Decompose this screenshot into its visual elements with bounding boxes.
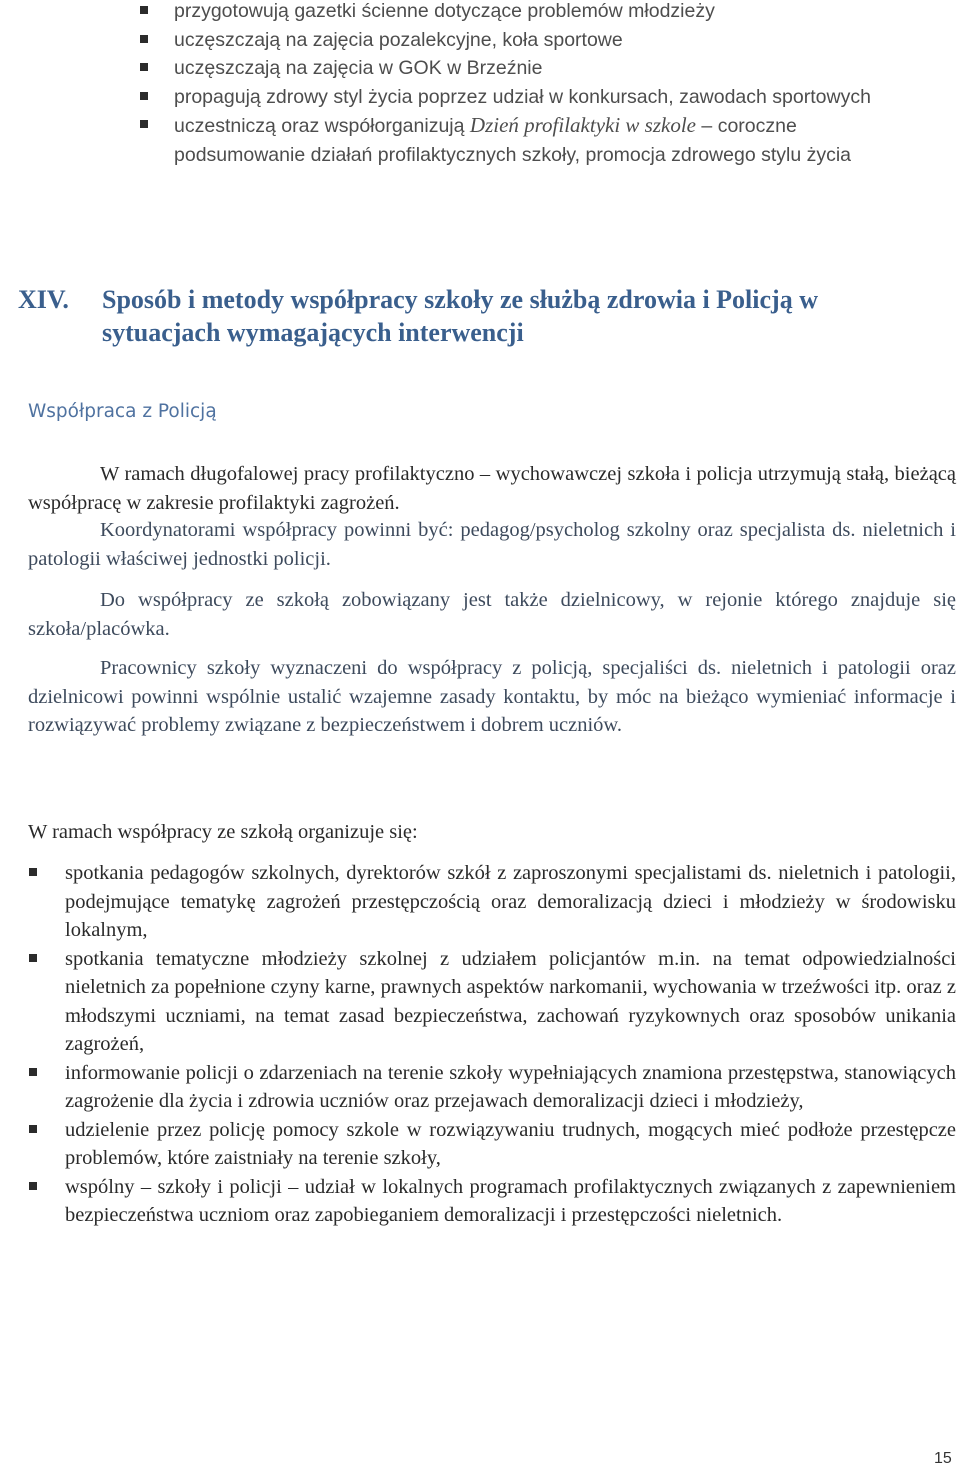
list-item (28, 1059, 956, 1116)
list-item (140, 26, 930, 55)
paragraph (28, 654, 956, 740)
list-item-text: spotkania pedagogów szkolnych, dyrektorów szkół z zaproszonymi specjalistami ds. nieletnich i patologii, podejmujące tematykę zagrożeń przestępczością oraz demoralizacją dzieci i młodzieży w środowisku lokalnym, (65, 862, 956, 941)
list-item (140, 111, 930, 169)
list-item (140, 83, 930, 112)
paragraph-text: W ramach długofalowej pracy profilaktyczno – wychowawczej szkoła i policja utrzymują stałą, bieżącą współpracę w zakresie profilaktyki zagrożeń. (28, 463, 956, 514)
subheading: Współpraca z Policją (28, 401, 217, 422)
list-item-text: spotkania tematyczne młodzieży szkolnej z udziałem policjantów m.in. na temat odpowiedzialności nieletnich za popełnione czyny karne, prawnych aspektów narkomanii, wychowania w trzeźwości itp. oraz z młodszymi uczniami, na temat zasad bezpieczeństwa, zachowań ryzykownych oraz sposobów unikania zagrożeń, (65, 947, 956, 1055)
list-item (28, 1116, 956, 1173)
square-bullet-icon (140, 120, 148, 128)
paragraph (28, 586, 956, 643)
list-item-text: uczęszczają na zajęcia w GOK w Brzeźnie (174, 57, 543, 79)
list-item (140, 0, 930, 26)
section-number: XIV. (18, 285, 69, 314)
square-bullet-icon (29, 954, 37, 962)
list-item-text: propagują zdrowy styl życia poprzez udział w konkursach, zawodach sportowych (174, 85, 871, 108)
paragraph (28, 516, 956, 573)
square-bullet-icon (29, 1068, 37, 1076)
list-item-text: wspólny – szkoły i policji – udział w lokalnych programach profilaktycznych związanych z zapewnieniem bezpieczeństwa uczniom oraz zapobieganiem demoralizacji i przestępczości nieletnich. (65, 1175, 956, 1226)
square-bullet-icon (29, 1125, 37, 1133)
square-bullet-icon (29, 868, 37, 876)
list-item-text-after: – coroczne podsumowanie działań profilaktycznych szkoły, promocja zdrowego stylu życia (174, 115, 852, 166)
list-item-text-before: uczestniczą oraz współorganizują (174, 115, 470, 137)
list-item (140, 54, 930, 83)
list-item-text: informowanie policji o zdarzeniach na terenie szkoły wypełniających znamiona przestępstwa, stanowiących zagrożenie dla życia i zdrowia uczniów oraz przejawach demoralizacji dzieci i młodzieży, (65, 1061, 956, 1112)
paragraph (28, 460, 956, 517)
section-title: Sposób i metody współpracy szkoły ze służbą zdrowia i Policją w sytuacjach wymagających interwencji (102, 285, 818, 347)
list-item-italic-phrase: Dzień profilaktyki w szkole (469, 113, 697, 137)
cooperation-list (28, 859, 956, 1230)
square-bullet-icon (140, 35, 148, 43)
square-bullet-icon (29, 1182, 37, 1190)
paragraph-text: Do współpracy ze szkołą zobowiązany jest także dzielnicowy, w rejonie którego znajduje się szkoła/placówka. (28, 589, 956, 640)
list-item-text: udzielenie przez policję pomocy szkole w rozwiązywaniu trudnych, mogących mieć podłoże przestępcze problemów, które zaistniały na terenie szkoły, (65, 1118, 956, 1169)
list-item (28, 945, 956, 1059)
paragraph-text: Pracownicy szkoły wyznaczeni do współpracy z policją, specjaliści ds. nieletnich i patologii oraz dzielnicowi powinni wspólnie ustalić wzajemne zasady kontaktu, by móc na bieżąco wymieniać informacje i rozwiązywać problemy związane z bezpieczeństwem i dobrem uczniów. (28, 657, 956, 736)
list-intro: W ramach współpracy ze szkołą organizuje się: (28, 821, 418, 843)
list-item-text: uczęszczają na zajęcia pozalekcyjne, koła sportowe (174, 28, 623, 51)
list-item (28, 859, 956, 945)
top-bullet-list (140, 0, 930, 169)
page-number: 15 (934, 1450, 952, 1467)
paragraph-text: Koordynatorami współpracy powinni być: pedagog/psycholog szkolny oraz specjalista ds. nieletnich i patologii właściwej jednostki policji. (28, 519, 956, 570)
square-bullet-icon (140, 63, 148, 71)
list-item-text: przygotowują gazetki ścienne dotyczące problemów młodzieży (174, 0, 715, 22)
square-bullet-icon (140, 6, 148, 14)
square-bullet-icon (140, 92, 148, 100)
list-item (28, 1173, 956, 1230)
